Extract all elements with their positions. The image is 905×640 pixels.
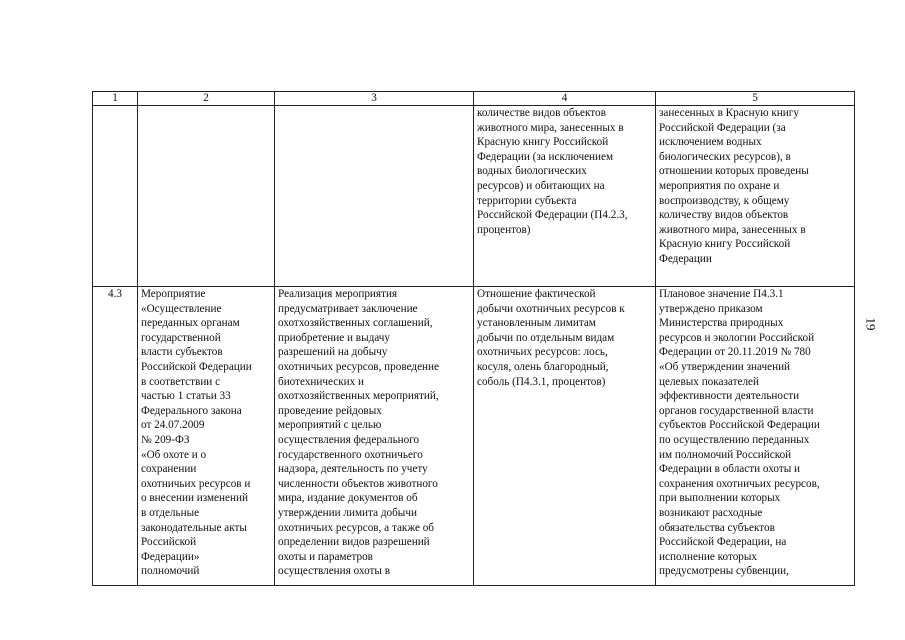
indicator-cell xyxy=(474,106,656,287)
target-text: занесенных в Красную книгу Российской Федерации (за исключением водных биологических ресурсов), в отношении которых проведены мероприятия по охране и воспроизводству, к общему количеству видов объектов животного мира, занесенных в Красную книгу Российской Федерации xyxy=(659,107,809,265)
target-cell xyxy=(656,287,855,586)
header-cell-2: 2 xyxy=(138,92,275,106)
indicator-cell xyxy=(474,287,656,586)
document-table xyxy=(92,91,855,586)
page-number: 19 xyxy=(863,317,879,331)
table-row xyxy=(93,287,855,586)
implementation-text: Реализация мероприятия предусматривает заключение охотхозяйственных соглашений, приобретение и выдачу разрешений на добычу охотничьих ресурсов, проведение биотехнических и охотхозяйственных мероприятий, проведение рейдовых мероприятий с целью осуществления федерального государственного охотничьего надзора, деятельность по учету численности объектов животного мира, издание документов об утверждении лимита добычи охотничьих ресурсов, а также об определении видов разрешений охоты и параметров осуществления охоты в xyxy=(278,288,439,578)
event-cell xyxy=(138,106,275,287)
header-cell-1: 1 xyxy=(93,92,138,106)
target-cell xyxy=(656,106,855,287)
event-text: Мероприятие «Осуществление переданных органам государственной власти субъектов Российской Федерации в соответствии с частью 1 статьи 33 Федерального закона от 24.07.2009 № 209-ФЗ «Об охоте и о сохранении охотничьих ресурсов и о внесении изменений в отдельные законодательные акты Российской Федерации» полномочий xyxy=(141,288,252,578)
row-number-cell xyxy=(93,106,138,287)
indicator-text: количестве видов объектов животного мира, занесенных в Красную книгу Российской Федерации (за исключением водных биологических ресурсов) и обитающих на территории субъекта Российской Федерации (П4.2.3, процентов) xyxy=(477,107,628,236)
implementation-cell xyxy=(275,106,474,287)
header-cell-4: 4 xyxy=(474,92,656,106)
header-row xyxy=(93,92,855,106)
header-cell-5: 5 xyxy=(656,92,855,106)
target-text: Плановое значение П4.3.1 утверждено приказом Министерства природных ресурсов и экологии Российской Федерации от 20.11.2019 № 780 «Об утверждении значений целевых показателей эффективности деятельности органов государственной власти субъектов Российской Федерации по осуществлению переданных им полномочий Российской Федерации в области охоты и сохранения охотничьих ресурсов, при выполнении которых возникают расходные обязательства субъектов Российской Федерации, на исполнение которых предусмотрены субвенции, xyxy=(659,288,820,578)
table-row xyxy=(93,106,855,287)
indicator-text: Отношение фактической добычи охотничьих ресурсов к установленным лимитам добычи по отдельным видам охотничьих ресурсов: лось, косуля, олень благородный, соболь (П4.3.1, процентов) xyxy=(477,288,625,388)
row-number: 4.3 xyxy=(108,288,122,300)
row-number-cell xyxy=(93,287,138,586)
event-cell xyxy=(138,287,275,586)
implementation-cell xyxy=(275,287,474,586)
header-cell-3: 3 xyxy=(275,92,474,106)
